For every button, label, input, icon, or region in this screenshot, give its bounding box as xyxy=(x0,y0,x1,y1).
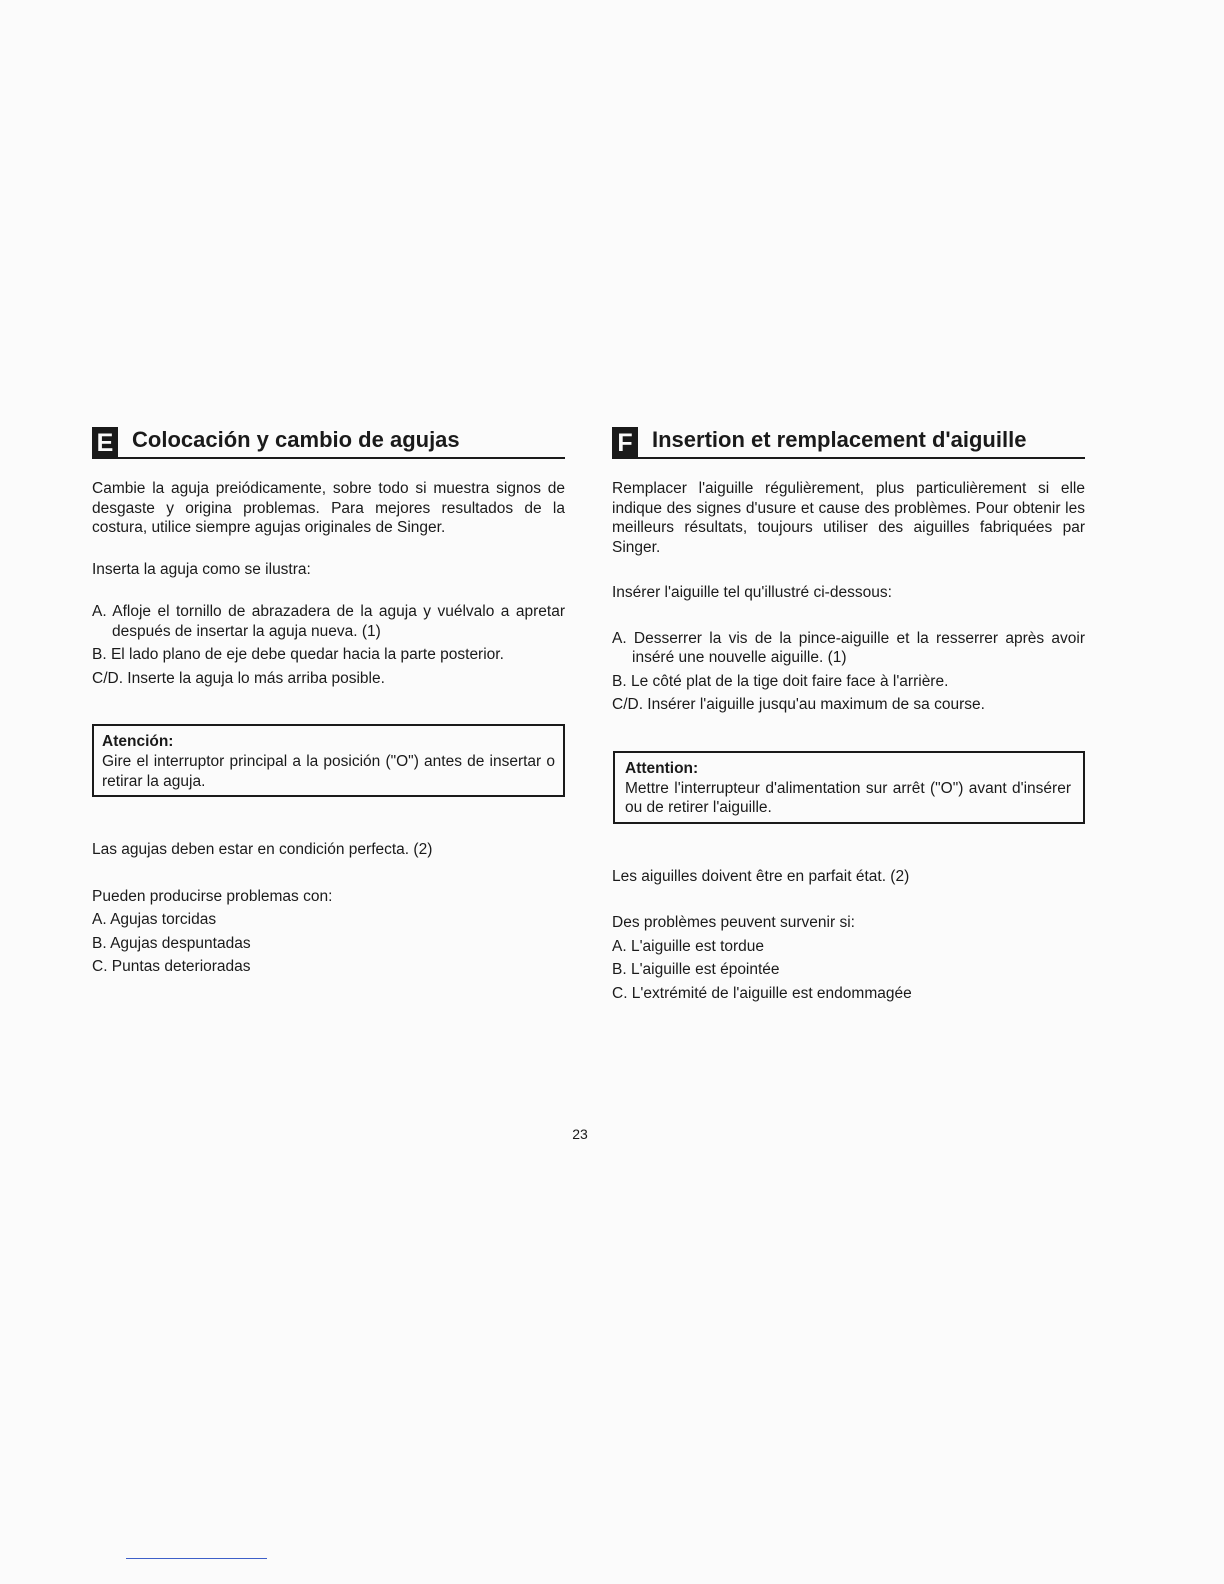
french-intro: Remplacer l'aiguille régulièrement, plus particulièrement si elle indique des signes d'usure et cause des problèmes. Pour obtenir les meilleurs résultats, toujours utiliser des aiguilles fabriquées par Singer. xyxy=(612,480,1085,556)
french-problem-a: A. L'aiguille est tordue xyxy=(612,937,765,955)
french-problem-c: C. L'extrémité de l'aiguille est endommagée xyxy=(612,984,912,1002)
french-title: Insertion et remplacement d'aiguille xyxy=(652,427,1027,452)
french-problems-intro: Des problèmes peuvent survenir si: xyxy=(612,914,855,931)
footer-link-line xyxy=(126,1558,267,1559)
spanish-title: Colocación y cambio de agujas xyxy=(132,427,460,452)
french-step-b: B. Le côté plat de la tige doit faire face à l'arrière. xyxy=(612,672,949,690)
spanish-step-b: B. El lado plano de eje debe quedar hacia la parte posterior. xyxy=(92,646,504,663)
french-step-cd: C/D. Insérer l'aiguille jusqu'au maximum de sa course. xyxy=(612,696,985,713)
spanish-problems-intro: Pueden producirse problemas con: xyxy=(92,887,333,905)
spanish-problem-c: C. Puntas deterioradas xyxy=(92,958,251,975)
spanish-steps xyxy=(92,602,565,688)
spanish-intro: Cambie la aguja preiódicamente, sobre todo si muestra signos de desgaste y origina problemas. Para mejores resultados de la costura, utilice siempre agujas originales de Singer. xyxy=(92,480,565,536)
spanish-section xyxy=(92,424,565,981)
spanish-notice-title: Atención: xyxy=(102,733,174,750)
spanish-problems xyxy=(92,910,565,977)
french-condition: Les aiguilles doivent être en parfait état. (2) xyxy=(612,867,910,885)
spanish-instruction: Inserta la aguja como se ilustra: xyxy=(92,560,311,578)
spanish-condition: Las agujas deben estar en condición perfecta. (2) xyxy=(92,841,433,858)
spanish-heading xyxy=(92,424,565,459)
spanish-notice-box xyxy=(92,724,565,797)
page-number: 23 xyxy=(572,1126,588,1142)
spanish-problem-a: A. Agujas torcidas xyxy=(92,911,217,928)
spanish-notice-text: Gire el interruptor principal a la posición ("O") antes de insertar o retirar la aguja. xyxy=(102,753,555,790)
french-instruction: Insérer l'aiguille tel qu'illustré ci-dessous: xyxy=(612,584,892,601)
spanish-step-cd: C/D. Inserte la aguja lo más arriba posible. xyxy=(92,669,385,687)
french-problem-b: B. L'aiguille est épointée xyxy=(612,961,780,978)
french-notice-text: Mettre l'interrupteur d'alimentation sur arrêt ("O") avant d'insérer ou de retirer l'aiguille. xyxy=(625,779,1071,816)
language-badge-f: F xyxy=(612,427,638,458)
french-notice-title: Attention: xyxy=(625,759,699,777)
spanish-problem-b: B. Agujas despuntadas xyxy=(92,934,251,952)
french-step-a: A. Desserrer la vis de la pince-aiguille et la resserrer après avoir inséré une nouvelle aiguille. (1) xyxy=(612,629,1085,666)
language-badge-e: E xyxy=(92,427,118,458)
french-problems xyxy=(612,937,1085,1004)
french-steps xyxy=(612,629,1085,715)
french-heading xyxy=(612,424,1085,459)
spanish-step-a: A. Afloje el tornillo de abrazadera de la aguja y vuélvalo a apretar después de insertar la aguja nueva. (1) xyxy=(92,603,565,640)
french-notice-box xyxy=(613,751,1085,824)
french-section xyxy=(612,424,1085,1007)
